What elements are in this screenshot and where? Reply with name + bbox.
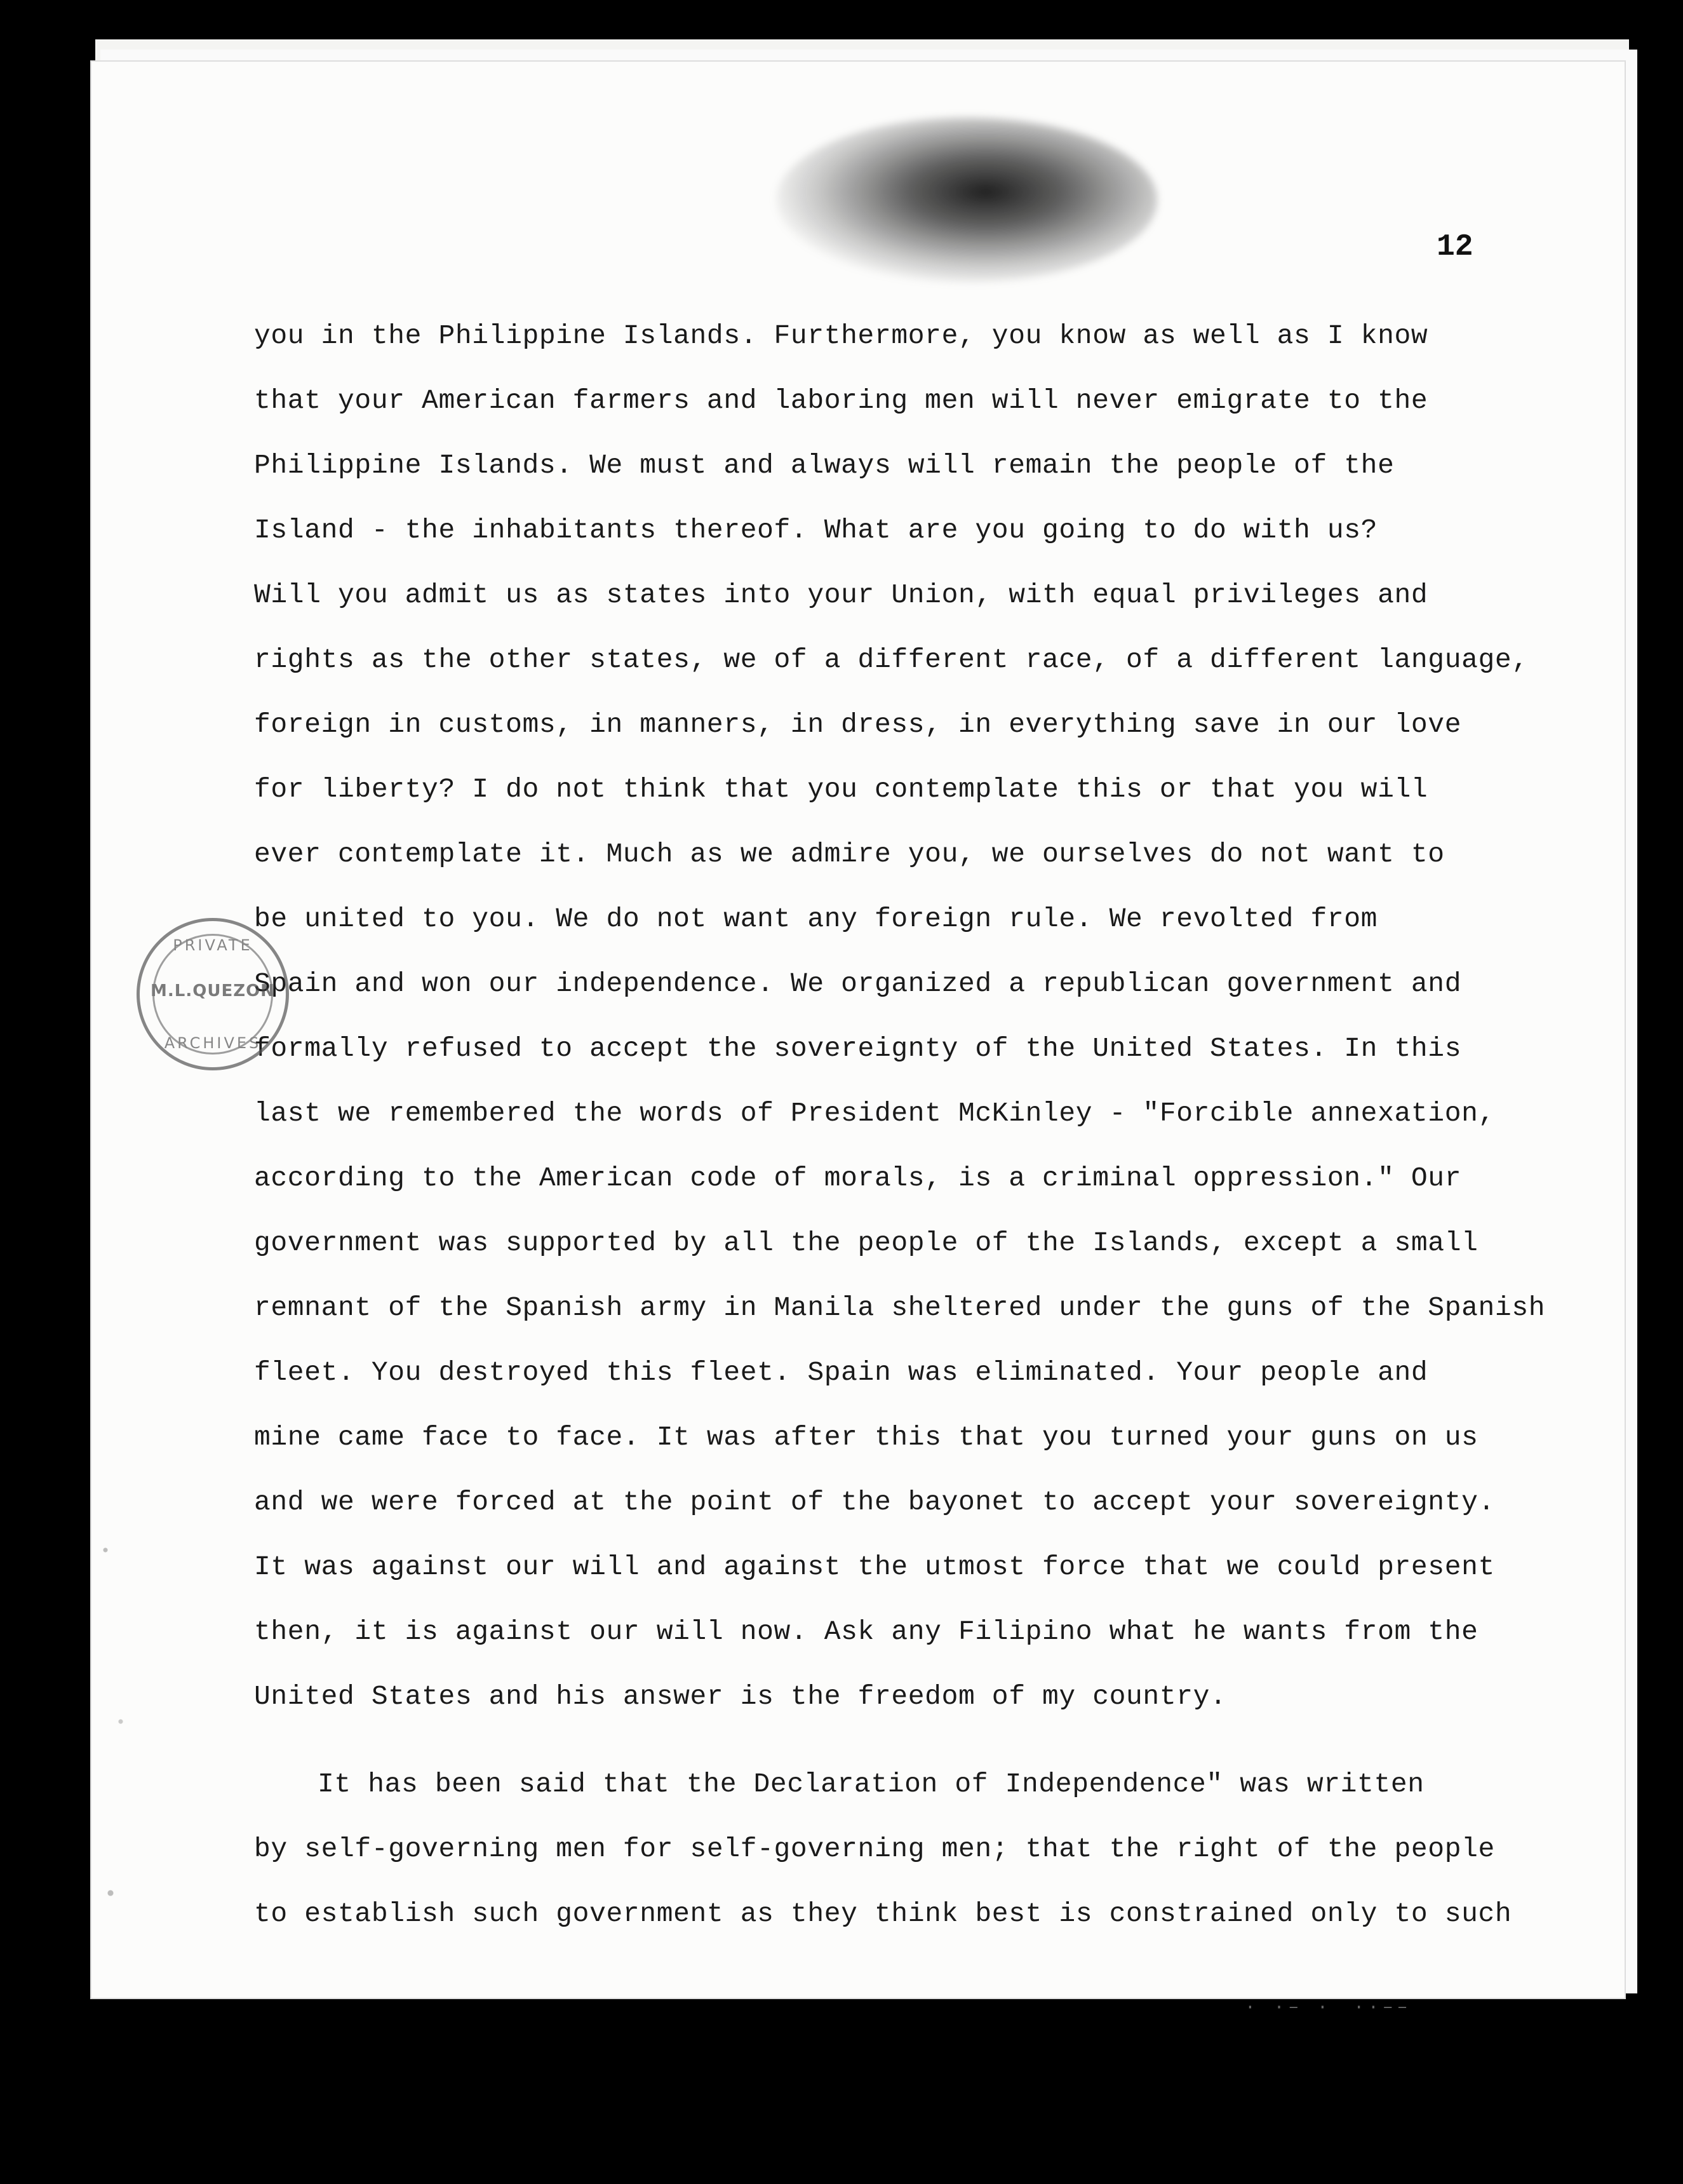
text-line: rights as the other states, we of a different race, of a different language, xyxy=(254,644,1529,675)
edge-specks xyxy=(90,1436,141,2007)
text-line: government was supported by all the people of the Islands, except a small xyxy=(254,1227,1478,1258)
text-line: according to the American code of morals, is a criminal oppression." Our xyxy=(254,1163,1462,1194)
typed-text-body xyxy=(254,304,1546,1946)
ink-smudge xyxy=(776,118,1157,283)
archive-stamp xyxy=(137,918,289,1070)
text-line: Philippine Islands. We must and always will remain the people of the xyxy=(254,450,1395,481)
text-line: by self-governing men for self-governing men; that the right of the people xyxy=(254,1833,1495,1864)
text-line: you in the Philippine Islands. Furthermore, you know as well as I know xyxy=(254,320,1428,351)
text-line: ever contemplate it. Much as we admire you, we ourselves do not want to xyxy=(254,839,1445,870)
stray-marks: · ·– · ··–– xyxy=(1245,1998,1412,2018)
text-line: Spain and won our independence. We organized a republican government and xyxy=(254,968,1462,999)
stamp-bottom-text: ARCHIVES xyxy=(164,1034,262,1052)
text-line: Will you admit us as states into your Union, with equal privileges and xyxy=(254,579,1428,610)
text-line: mine came face to face. It was after this that you turned your guns on us xyxy=(254,1422,1478,1453)
text-line: It was against our will and against the utmost force that we could present xyxy=(254,1551,1495,1582)
text-line: It has been said that the Declaration of Independence" was written xyxy=(318,1769,1425,1800)
stamp-top-text: PRIVATE xyxy=(173,936,253,954)
text-line: that your American farmers and laboring men will never emigrate to the xyxy=(254,385,1428,416)
text-line: fleet. You destroyed this fleet. Spain was eliminated. Your people and xyxy=(254,1357,1428,1388)
text-line: for liberty? I do not think that you contemplate this or that you will xyxy=(254,774,1428,805)
text-line: last we remembered the words of President McKinley - "Forcible annexation, xyxy=(254,1098,1495,1129)
text-line: then, it is against our will now. Ask any Filipino what he wants from the xyxy=(254,1616,1478,1647)
page-number: 12 xyxy=(1437,230,1473,264)
text-line: and we were forced at the point of the bayonet to accept your sovereignty. xyxy=(254,1486,1495,1518)
stamp-center-text: M.L.QUEZON xyxy=(151,981,275,1001)
text-line: foreign in customs, in manners, in dress, in everything save in our love xyxy=(254,709,1462,740)
text-line: formally refused to accept the sovereignty of the United States. In this xyxy=(254,1033,1462,1064)
text-line: United States and his answer is the freedom of my country. xyxy=(254,1681,1227,1712)
text-line: remnant of the Spanish army in Manila sheltered under the guns of the Spanish xyxy=(254,1292,1546,1323)
text-line: to establish such government as they think best is constrained only to such xyxy=(254,1898,1512,1929)
text-line: Island - the inhabitants thereof. What are you going to do with us? xyxy=(254,515,1378,546)
text-line: be united to you. We do not want any foreign rule. We revolted from xyxy=(254,903,1378,934)
